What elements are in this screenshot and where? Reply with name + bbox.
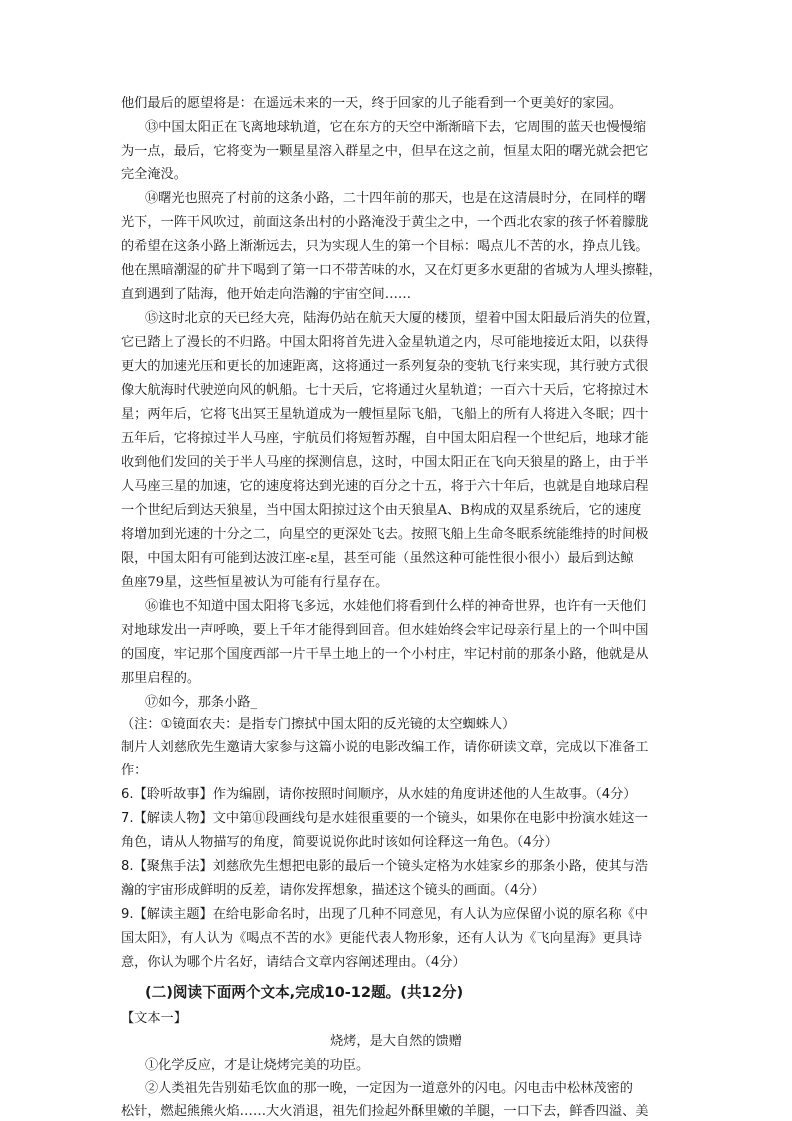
text-line: 五年后，它将掠过半人马座，宇航员们将短暂苏醒，自中国太阳启程一个世纪后，地球才能 bbox=[121, 431, 649, 446]
text-line: 直到遇到了陆海，他开始走向浩瀚的宇宙空间…… bbox=[121, 287, 412, 302]
text-line: 更大的加速光压和更长的加速距离，这将通过一系列复杂的变轨飞行来实现，其行驶方式很 bbox=[121, 359, 649, 374]
text-line: 那里启程的。 bbox=[121, 671, 201, 686]
question-7: 7.【解读人物】文中第⑪段画线句是水娃很重要的一个镜头，如果你在电影中扮演水娃这一 bbox=[121, 811, 648, 826]
paragraph-14-line: ⑭曙光也照亮了村前的这条小路，二十四年前的那天，也是在这清晨时分，在同样的曙 bbox=[145, 191, 647, 206]
text-line: 收到他们发回的关于半人马座的探测信息，这时，中国太阳正在飞向天狼星的路上，由于半 bbox=[121, 455, 649, 470]
paragraph-17-line: ⑰如今，那条小路_ bbox=[145, 695, 258, 710]
text-line: 完全淹没。 bbox=[121, 167, 187, 182]
footnote: （注：①镜面农夫：是指专门擦拭中国太阳的反光镜的太空蜘蛛人） bbox=[121, 717, 516, 732]
paragraph-15-line: ⑮这时北京的天已经大亮，陆海仍站在航天大厦的楼顶，望着中国太阳最后消失的位置， bbox=[145, 311, 660, 326]
question-9-cont: 意，你认为哪个片名好，请结合文章内容阐述理由。（4分） bbox=[121, 955, 466, 970]
question-7-cont: 角色，请从人物描写的角度，简要说说你此时该如何诠释这一角色。（4分） bbox=[121, 835, 558, 850]
question-6: 6.【聆听故事】作为编剧，请你按照时间顺序，从水娃的角度讲述他的人生故事。（4分） bbox=[121, 787, 637, 802]
question-8-cont: 瀚的宇宙形成鲜明的反差，请你发挥想象，描述这个镜头的画面。（4分） bbox=[121, 883, 545, 898]
text-line: 人马座三星的加速，它的速度将达到光速的百分之十五，将于六十年后，也就是自地球启程 bbox=[121, 479, 649, 494]
instruction-line: 作： bbox=[121, 763, 148, 778]
text-line: 对地球发出一声呼唤，要上千年才能得到回音。但水娃始终会牢记母亲行星上的一个叫中国 bbox=[121, 623, 649, 638]
text-line: 像大航海时代驶逆向风的帆船。七十天后，它将通过火星轨道；一百六十天后，它将掠过木 bbox=[121, 383, 649, 398]
text-line: 的希望在这条小路上渐渐远去，只为实现人生的第一个目标：喝点儿不苦的水，挣点儿钱。 bbox=[121, 239, 649, 254]
article-paragraph-2: ②人类祖先告别茹毛饮血的那一晚，一定因为一道意外的闪电。闪电击中松林茂密的 bbox=[145, 1081, 633, 1096]
paragraph-13-line: ⑬中国太阳正在飞离地球轨道，它在东方的天空中渐渐暗下去，它周围的蓝天也慢慢缩 bbox=[145, 120, 647, 135]
text-line: 松针，燃起熊熊火焰……大火消退，祖先们捡起外酥里嫩的羊腿，一口下去，鲜香四溢、美 bbox=[121, 1104, 649, 1119]
instruction-line: 制片人刘慈欣先生邀请大家参与这篇小说的电影改编工作，请你研读文章，完成以下准备工 bbox=[121, 740, 649, 755]
text-line: 将增加到光速的十分之二，向星空的更深处飞去。按照飞船上生命冬眠系统能维持的时间极 bbox=[121, 527, 649, 542]
paragraph-16-line: ⑯谁也不知道中国太阳将飞多远，水娃他们将看到什么样的神奇世界，也许有一天他们 bbox=[145, 599, 647, 614]
question-9-cont: 国太阳》，有人认为《喝点不苦的水》更能代表人物形象，还有人认为《飞向星海》更具诗 bbox=[121, 931, 642, 946]
text-line: 他们最后的愿望将是：在遥远未来的一天，终于回家的儿子能看到一个更美好的家园。 bbox=[121, 96, 623, 111]
text-line: 它已踏上了漫长的不归路。中国太阳将首先进入金星轨道之内，尽可能地接近太阳，以获得 bbox=[121, 335, 649, 350]
text-line: 他在黑暗潮湿的矿井下喝到了第一口不带苦味的水，又在灯更多水更甜的省城为人埋头擦鞋， bbox=[121, 263, 662, 278]
text-line: 光下，一阵干风吹过，前面这条出村的小路淹没于黄尘之中，一个西北农家的孩子怀着朦胧 bbox=[121, 215, 649, 230]
question-9: 9.【解读主题】在给电影命名时，出现了几种不同意见，有人认为应保留小说的原名称《中 bbox=[121, 907, 648, 922]
article-title: 烧烤，是大自然的馈赠 bbox=[330, 1034, 462, 1049]
section-heading: (二)阅读下面两个文本,完成10-12题。(共12分) bbox=[145, 984, 464, 1001]
text-line: 的国度，牢记那个国度西部一片干旱土地上的一个小村庄，牢记村前的那条小路，他就是从 bbox=[121, 647, 649, 662]
text-line: 鱼座79星，这些恒星被认为可能有行星存在。 bbox=[121, 575, 389, 590]
question-8: 8.【聚焦手法】刘慈欣先生想把电影的最后一个镜头定格为水娃家乡的那条小路，使其与浩 bbox=[121, 859, 648, 874]
text-one-label: 【文本一】 bbox=[121, 1011, 187, 1026]
article-paragraph-1: ①化学反应，才是让烧烤完美的功臣。 bbox=[145, 1058, 370, 1073]
text-line: 限，中国太阳有可能到达波江座-ε星，甚至可能（虽然这种可能性很小很小）最后到达鲸 bbox=[121, 551, 634, 566]
text-line: 星；两年后，它将飞出冥王星轨道成为一艘恒星际飞船，飞船上的所有人将进入冬眠；四十 bbox=[121, 407, 649, 422]
text-line: 为一点，最后，它将变为一颗星星溶入群星之中，但早在这之前，恒星太阳的曙光就会把它 bbox=[121, 144, 649, 159]
text-line: 一个世纪后到达天狼星，当中国太阳掠过这个由天狼星A、B构成的双星系统后，它的速度 bbox=[121, 503, 642, 518]
